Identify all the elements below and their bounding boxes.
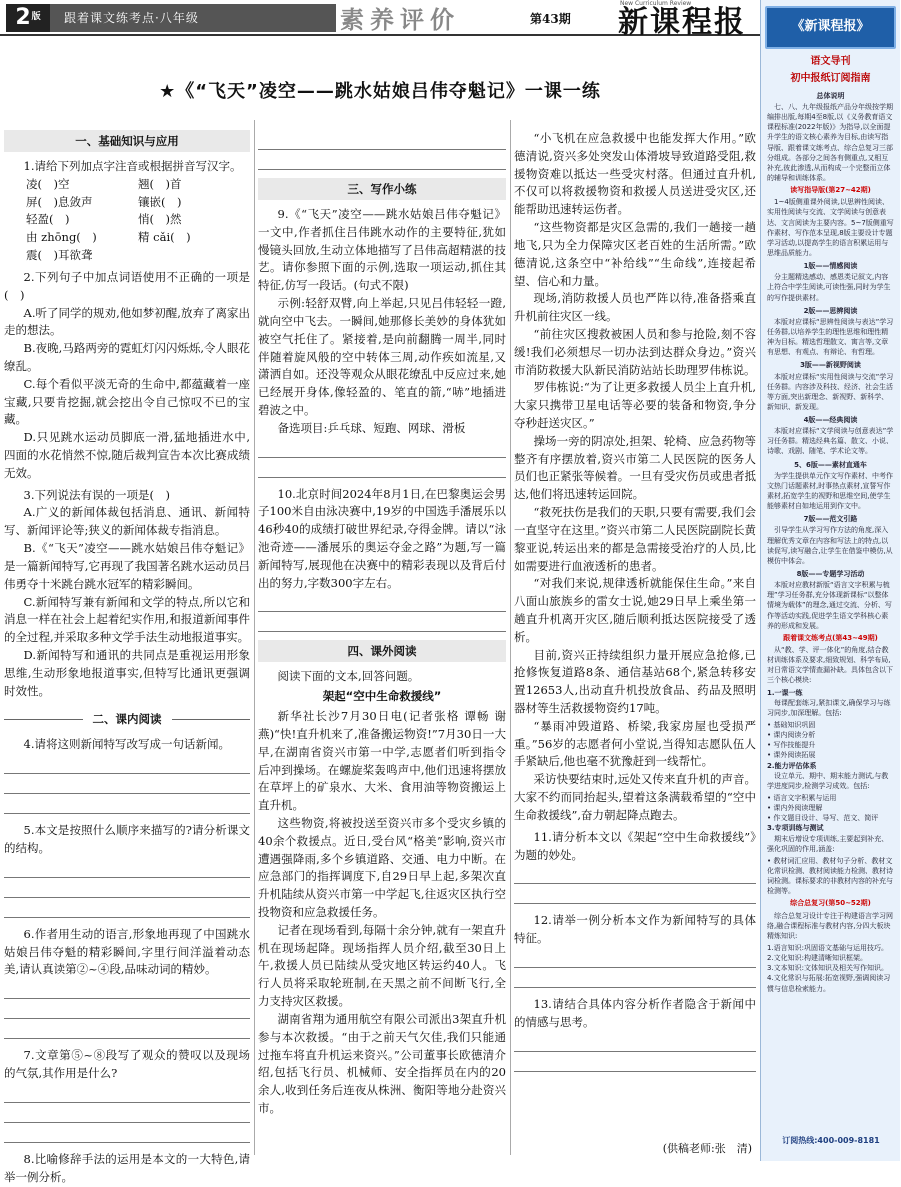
sidebar-title-2: 初中报纸订阅指南 xyxy=(790,73,871,85)
question-11: 11.请分析本文以《架起“空中生命救援线”》为题的妙处。 xyxy=(514,829,756,862)
sidebar-heading: 1版——情感阅读 xyxy=(803,262,858,271)
news-paragraph: 现场,消防救援人员也严阵以待,准备搭乘直升机前往灾区一线。 xyxy=(514,291,756,324)
sidebar-heading: 4版——经典阅读 xyxy=(803,416,858,425)
news-paragraph: “对我们来说,规律透析就能保住生命。”来自八面山旅族乡的雷女士说,她29日早上乘坐第一趟直升机离开灾区,随后顺利抵达医院接受了透析。 xyxy=(514,576,756,644)
question-6: 6.作者用生动的语言,形象地再现了中国跳水姑娘吕伟夺魁的精彩瞬间,字里行间洋溢着动态美,请认真读第②~④段,品味动词的精妙。 xyxy=(4,926,250,977)
question-7: 7.文章第⑤~⑧段写了观众的赞叹以及现场的气氛,其作用是什么? xyxy=(4,1048,250,1081)
news-paragraph: 罗伟栋说:“为了让更多救援人员尘上直升机,大家只携带卫星电话等必要的装备和物资,争分夺秒赶送灾区。” xyxy=(514,380,756,430)
sidebar-list-item: • 写作技能提升 xyxy=(767,741,816,750)
sidebar-heading: 2.能力评估体系 xyxy=(767,761,817,770)
news-paragraph: 新华社长沙7月30日电(记者张格 谭畅 谢燕)“快!直升机来了,准备搬运物资!”7月30日一大早,在湖南省资兴市第一中学,志愿者们听到指令后冲到操场。在螺旋桨轰鸣声中,他们迅速将摆放在草坪上的矿泉水、大米、食用油等物资搬运上直升机。 xyxy=(258,709,506,813)
section-heading-text: 二、课内阅读 xyxy=(83,712,172,726)
sidebar-text: 分主题精选感动、感恩类记叙文,内容上符合中学生阅读,可读性强,同时为学生的写作提供素材。 xyxy=(767,273,891,302)
writing-example: 示例:轻舒双臂,向上举起,只见吕伟轻轻一蹬,就向空中飞去。一瞬间,她那修长美妙的身体犹如被空气托住了。紧接着,是向前翻腾一周半,同时伴随着旋风般的空中转体三周,动作疾如流星,又潇洒自如。还没等观众从眼花缭乱中反应过来,她已经展开身体,像轻盈的、笔直的箭,“哧”地插进碧波之中。 xyxy=(258,296,506,417)
answer-line[interactable] xyxy=(514,1032,756,1052)
edition-bar xyxy=(6,4,336,32)
sidebar-list xyxy=(767,720,894,761)
issue-number: 第43期 xyxy=(530,12,571,26)
answer-line[interactable] xyxy=(4,858,250,878)
sidebar-heading: 7版——范文引路 xyxy=(803,515,858,524)
section-heading xyxy=(258,178,506,200)
subscription-hotline: 订阅热线:400-009-8181 xyxy=(782,1136,880,1146)
answer-line[interactable] xyxy=(4,979,250,999)
sidebar-list xyxy=(767,793,894,823)
sidebar-text: 每课配套练习,紧扣课文,确保学习与练习同步,加深理解。包括: xyxy=(767,698,891,717)
sidebar-text: 1~4版侧重课外阅读,以思辨性阅读、实用性阅读与交流、文学阅读与创意表达、文言阅读为主要内容。5~7版侧重写作素材、写作范本呈现,8版主要设计专题学习活动,以提高学生的语言积累运用与思维品质能力。 xyxy=(767,198,894,257)
section-heading xyxy=(4,708,250,730)
answer-option: B.夜晚,马路两旁的霓虹灯闪闪烁烁,令人眼花缭乱。 xyxy=(4,341,250,373)
sidebar-banner: 《新课程报》 xyxy=(765,6,896,49)
pinyin-item: 悄( )然 xyxy=(138,212,182,227)
answer-line[interactable] xyxy=(258,592,506,612)
answer-option: C.每个看似平淡无奇的生命中,都蕴藏着一座宝藏,只要肯挖掘,就会挖出令自己惊叹不已的宝藏。 xyxy=(4,376,250,427)
section-heading xyxy=(4,130,250,152)
column-3 xyxy=(514,130,756,1072)
subscription-sidebar xyxy=(760,0,900,1161)
pinyin-grid xyxy=(4,176,250,265)
answer-line[interactable] xyxy=(4,754,250,774)
edition-digit: 2 xyxy=(15,4,31,30)
sidebar-text: 2.文化知识:构建清晰知识框架。 xyxy=(767,954,868,963)
sidebar-text: 本版对应课标“实用性阅读与交流”学习任务群。内容涉及科技、经济、社会生活等方面,突出新理念、新视野、新科学、新知识、新发现。 xyxy=(767,372,894,411)
sidebar-title-1: 语文导刊 xyxy=(810,55,851,67)
sidebar-text: 为学生提供单元作文写作素材、中考作文热门话题素材,时事热点素材,宣誓写作素材,拓宽学生的视野和思维空间,使学生能够素材自如地运用到作文中。 xyxy=(767,471,893,511)
answer-line[interactable] xyxy=(514,968,756,988)
column-2 xyxy=(258,130,506,1118)
answer-line[interactable] xyxy=(4,1123,250,1143)
answer-line[interactable] xyxy=(258,130,506,150)
answer-line[interactable] xyxy=(514,884,756,904)
sidebar-list xyxy=(767,856,894,897)
pinyin-item: 由 zhōng( ) xyxy=(26,230,97,245)
sidebar-list-item: • 基础知识巩固 xyxy=(767,721,816,729)
news-paragraph: 目前,资兴正持续组织力量开展应急抢修,已抢修恢复道路8条、通信基站68个,紧急转移安置12653人,出动直升机投放食品、药品及照明器材等生活救援物资约17吨。 xyxy=(514,647,756,715)
answer-line[interactable] xyxy=(4,1083,250,1103)
news-paragraph: “前往灾区搜救被困人员和参与抢险,刻不容缓!我们必须想尽一切办法到达群众身边。”资兴市消防救援大队新民消防站站长助理罗伟栋说。 xyxy=(514,326,756,377)
question-13: 13.请结合具体内容分析作者隐含于新闻中的情感与思考。 xyxy=(514,996,756,1029)
pinyin-item: 轻盈( ) xyxy=(26,212,70,227)
sidebar-body xyxy=(761,86,900,996)
answer-line[interactable] xyxy=(4,1019,250,1039)
sidebar-list-item: • 教材词汇应用、教材句子分析、教材文化常识检测、教材阅读能力检测、教材诗词检测。课标要求的非教材内容的补充与检测等。 xyxy=(767,856,893,896)
section-heading-text: 四、课外阅读 xyxy=(347,644,417,659)
sidebar-heading: 总体说明 xyxy=(816,91,845,100)
reading-intro: 阅读下面的文本,回答问题。 xyxy=(277,669,420,684)
answer-option: B.《“飞天”凌空——跳水姑娘吕伟夺魁记》是一篇新闻特写,它再现了我国著名跳水运动员吕伟勇夺十米跳台跳水冠军的精彩瞬间。 xyxy=(4,541,250,591)
news-body-part-1 xyxy=(258,708,506,1118)
answer-line[interactable] xyxy=(258,438,506,458)
section-heading xyxy=(258,640,506,662)
sidebar-text: 本版对应课标“思辨性阅读与表达”学习任务群,以培养学生的理性思维和理性精神为目标。精选哲理散文、寓言等,文章有思想、有观点、有辩论、有哲理。 xyxy=(767,317,894,357)
sidebar-heading: 1.一课一练 xyxy=(767,688,803,697)
question-8: 8.比喻修辞手法的运用是本文的一大特色,请举一例分析。 xyxy=(4,1151,250,1184)
question-1: 1.请给下列加点字注音或根据拼音写汉字。 xyxy=(23,159,242,173)
sidebar-text: 1.语言知识:巩固语文基础与运用技巧。 xyxy=(767,943,889,952)
sidebar-text: 本版对应课标“文学阅读与创意表达”学习任务群。精选经典名篇、散文、小说、诗歌、戏剧、随笔、学术论文等。 xyxy=(767,427,894,456)
news-paragraph: “小飞机在应急救援中也能发挥大作用。”欧德清说,资兴多处突发山体滑坡导致道路受阻,救援物资难以抵达一些受灾村落。但通过直升机,不仅可以将救援物资和救援人员送进受灾区,还能帮助迅速转运伤者。 xyxy=(514,131,756,217)
answer-option: A.广义的新闻体裁包括消息、通讯、新闻特写、新闻评论等;狭义的新闻体裁专指消息。 xyxy=(4,505,250,538)
sidebar-subheading: 跟着课文练考点(第43~49期) xyxy=(783,633,878,642)
edition-number xyxy=(6,4,50,32)
sidebar-list-item: • 课外阅读拓展 xyxy=(767,751,816,760)
article-title: ★《“飞天”凌空——跳水姑娘吕伟夺魁记》一课一练 xyxy=(159,81,601,102)
sidebar-list-item: • 语言文字积累与运用 xyxy=(767,793,837,802)
pinyin-item: 镶嵌( ) xyxy=(138,194,182,209)
column-title: 跟着课文练考点·八年级 xyxy=(64,10,199,25)
sidebar-text: 3.文本知识:文体知识及相关写作知识。 xyxy=(767,964,889,973)
sidebar-text: 综合总复习设计专注于构建语言学习网络,融合课程标准与教材内容,分四大板块精炼知识: xyxy=(767,911,893,940)
question-2: 2.下列句子中加点词语使用不正确的一项是( ) xyxy=(4,269,250,302)
answer-line[interactable] xyxy=(4,878,250,898)
sidebar-text: 4.文化常识与拓展:拓宽视野,强调阅读习惯与信息检索能力。 xyxy=(767,974,891,993)
question-5: 5.本文是按照什么顺序来描写的?请分析课文的结构。 xyxy=(4,823,250,855)
answer-line[interactable] xyxy=(514,948,756,968)
news-paragraph: 操场一旁的阴凉处,担架、轮椅、应急药物等整齐有序摆放着,资兴市第二人民医院的医务人员们也正紧张等候着。一旦有受灾伤员或患者抵达,他们将迅速转运回院。 xyxy=(514,433,756,502)
question-2-options xyxy=(4,305,250,483)
answer-line[interactable] xyxy=(4,1103,250,1123)
edition-suffix: 版 xyxy=(31,12,41,23)
news-paragraph: “这些物资都是灾区急需的,我们一趟接一趟地飞,只为全力保障灾区老百姓的生活所需。”欧德清说,这条空中“补给线”“生命线”,连接起希望、信心和力量。 xyxy=(514,220,756,288)
contributor-credit: (供稿老师:张 清) xyxy=(662,1142,752,1155)
news-body-part-2 xyxy=(514,130,756,825)
answer-line[interactable] xyxy=(258,612,506,632)
sidebar-heading: 3版——新视野阅读 xyxy=(800,361,861,370)
sidebar-subheading: 读写指导版(第27~42期) xyxy=(790,186,871,195)
sidebar-text: 本版对应教材新版“语言文字积累与梳理”学习任务群,充分体现新课标“以整体情境为载体”的理念,通过交流、分析、写作等活动实践,促进学生语文学科核心素养的形成和发展。 xyxy=(767,581,892,630)
question-12: 12.请举一例分析本文作为新闻特写的具体特征。 xyxy=(514,913,756,946)
news-paragraph: “救死扶伤是我们的天职,只要有需要,我们会一直坚守在这里。”资兴市第二人民医院副院长黄黎亚说,转运出来的都是急需接受治疗的人员,比如需要进行血液透析的患者。 xyxy=(514,505,756,573)
sidebar-list-item: • 作文题目设计、导写、范文、简评 xyxy=(767,814,879,823)
answer-line[interactable] xyxy=(4,898,250,918)
sidebar-text: 期末后增设专项训练,主要起到补充、强化巩固的作用,涵盖: xyxy=(767,834,889,853)
answer-option: A.听了同学的规劝,他如梦初醒,放弃了离家出走的想法。 xyxy=(4,305,250,338)
answer-line[interactable] xyxy=(258,458,506,478)
answer-line[interactable] xyxy=(4,794,250,814)
answer-option: C.新闻特写兼有新闻和文学的特点,所以它和消息一样在社会上起着纪实作用,和报道新闻事件的全过程,并采取多种文学手法生动地报道事实。 xyxy=(4,594,250,645)
news-title: 架起“空中生命救援线” xyxy=(322,689,442,704)
newspaper-brand: 新课程报 xyxy=(618,5,746,40)
pinyin-item xyxy=(138,247,250,265)
sidebar-heading: 3.专项训练与测试 xyxy=(767,824,824,833)
pinyin-item: 屏( )息敛声 xyxy=(26,194,93,209)
section-title: 素养评价 xyxy=(340,6,460,34)
sidebar-text: 七、八、九年级报纸产品分年级按学期编排出版,每期4至8版,以《义务教育语文课程标准(2022年版)》为指导,以全面提升学生的语文核心素养为目标,由读写指导版、跟着课文练考点、综合总复习三部分组成。各部分之间各有侧重点,又相互补充,彼此渗透,从而构成一个完整而立体的辅导和训练体系。 xyxy=(767,102,893,182)
answer-line[interactable] xyxy=(514,1052,756,1072)
sidebar-list-item: • 课内外阅读理解 xyxy=(767,804,823,813)
sidebar-text: 设立单元、期中、期末能力测试,与教学进度同步,检测学习成效。包括: xyxy=(767,771,889,790)
brand-english: New Curriculum Review xyxy=(620,0,692,7)
sidebar-list-item: • 课内阅读分析 xyxy=(767,731,816,740)
sidebar-heading: 2版——思辨阅读 xyxy=(803,306,858,315)
question-4: 4.请将这则新闻特写改写成一句话新闻。 xyxy=(23,737,231,752)
column-divider xyxy=(254,120,255,1155)
sidebar-subheading: 综合总复习(第50~52期) xyxy=(790,899,871,908)
answer-line[interactable] xyxy=(4,774,250,794)
answer-option: D.只见跳水运动员脚底一滑,猛地插进水中,四面的水花悄然不惊,随后裁判宣告本次比赛成绩无效。 xyxy=(4,430,250,480)
question-3-options xyxy=(4,504,250,700)
section-heading-text: 三、写作小练 xyxy=(347,182,417,196)
question-9: 9.《“飞天”凌空——跳水姑娘吕伟夺魁记》一文中,作者抓住吕伟跳水动作的主要特征,犹如慢镜头回放,生动立体地描写了吕伟高超精湛的技艺。请你参照下面的示例,选取一项运动,抓住其特征,仿写一段话。(句式不限) xyxy=(258,207,506,293)
column-divider xyxy=(510,120,511,1155)
news-paragraph: 湖南省翔为通用航空有限公司派出3架直升机参与本次救援。“由于之前天气欠佳,我们只能通过拖车将直升机运来资兴。”公司董事长欧德清介绍,包括飞行员、机械师、安全指挥员在内的20余人,收到任务后连夜从株洲、衡阳等地分赴资兴市。 xyxy=(258,1011,506,1115)
sidebar-heading: 5、6版——素材直通车 xyxy=(794,460,867,469)
answer-line[interactable] xyxy=(4,999,250,1019)
question-3: 3.下列说法有误的一项是( ) xyxy=(23,487,170,502)
pinyin-item: 凌( )空 xyxy=(26,176,70,191)
pinyin-item: 震( )耳欲聋 xyxy=(26,248,93,263)
sport-options: 备选项目:乒乓球、短跑、网球、滑板 xyxy=(277,420,466,435)
sidebar-text: 引导学生从学习写作方法的角度,深入理解优秀文章在内容和写法上的特点,以读促写,读写融合,让学生在借鉴中模仿,从模仿中体会。 xyxy=(767,526,893,565)
answer-line[interactable] xyxy=(514,864,756,884)
column-1 xyxy=(4,130,250,1187)
question-10: 10.北京时间2024年8月1日,在巴黎奥运会男子100米自由泳决赛中,19岁的中国选手潘展乐以46秒40的成绩打破世界纪录,夺得金牌。请以“泳池奇迹——潘展乐的奥运夺金之路”为题,写一篇新闻特写,展现他在决赛中的精彩表现以及背后付出的努力,字数300字左右。 xyxy=(258,486,506,590)
sidebar-text: 从“教、学、评一体化”的角度,结合教材训练体系及要求,细致规划、科学布局,对日常语文学情查漏补缺。具体包含以下三个核心模块: xyxy=(767,646,893,685)
news-paragraph: 记者在现场看到,每隔十余分钟,就有一架直升机在现场起降。现场指挥人员介绍,截至30日上午,救援人员已陆续从受灾地区转运约40人。飞行人员将采取轮班制,在天黑之前不间断飞行,全力支持灾区救援。 xyxy=(258,922,506,1009)
section-heading-text: 一、基础知识与应用 xyxy=(75,134,179,148)
pinyin-item: 精 cǎi( ) xyxy=(138,230,191,245)
news-paragraph: “暴雨冲毁道路、桥梁,我家房屋也受损严重。”56岁的志愿者何小堂说,当得知志愿队伍人手紧缺后,他也毫不犹豫赶到一线帮忙。 xyxy=(514,718,756,769)
pinyin-item: 翘( )首 xyxy=(138,176,182,191)
news-paragraph: 这些物资,将被投送至资兴市多个受灾乡镇的40余个救援点。近日,受台风“格美”影响,资兴市遭遇强降雨,多个乡镇道路、交通、电力中断。在应急部门的指挥调度下,自29日早上起,多架次直升机陆续从资兴市第一中学起飞,往返灾区执行空投物资和应急救援任务。 xyxy=(258,815,506,919)
answer-line[interactable] xyxy=(258,150,506,170)
news-paragraph: 采访快要结束时,远处又传来直升机的声音。大家不约而同抬起头,望着这条满载希望的“空中生命救援线”,奋力朝起降点跑去。 xyxy=(514,772,756,822)
answer-option: D.新闻特写和通讯的共同点是重视运用形象思维,生动形象地报道事实,但特写比通讯更强调时效性。 xyxy=(4,647,250,698)
sidebar-heading: 8版——专题学习活动 xyxy=(796,570,865,579)
